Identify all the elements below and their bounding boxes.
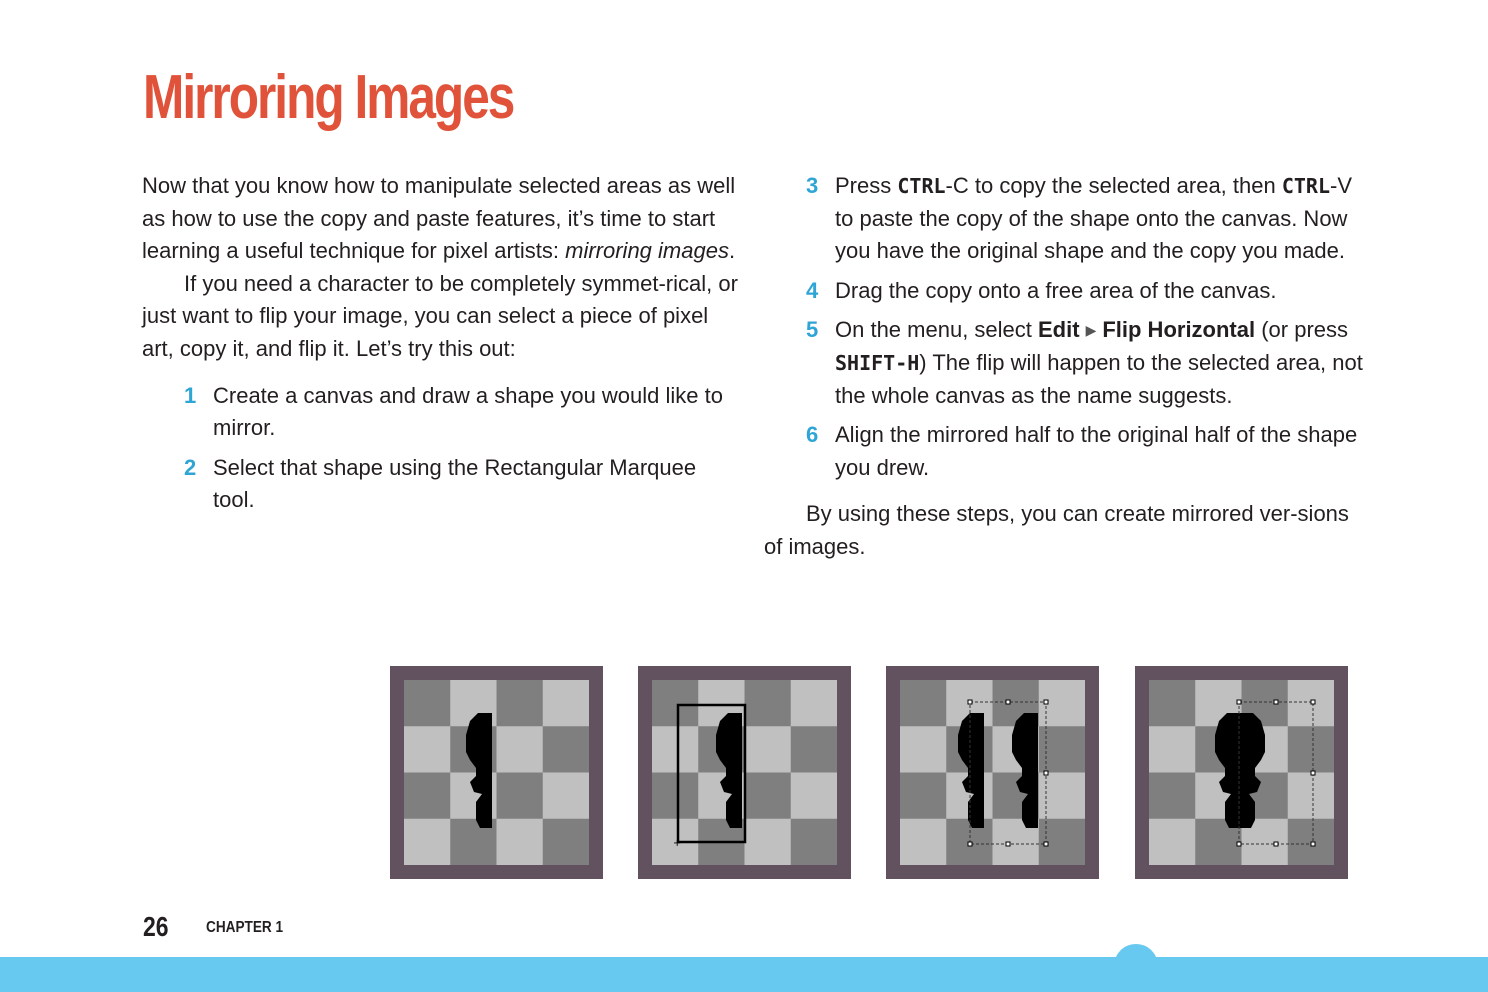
step-item [764, 170, 1364, 268]
step-text: Select that shape using the Rectangular Marquee tool. [213, 454, 697, 513]
steps-list-right [764, 170, 1364, 484]
illustration-step-1 [390, 666, 603, 879]
step-number: 2 [184, 454, 197, 480]
checker-cell [791, 819, 837, 865]
checker-cell [745, 726, 792, 773]
step-number: 1 [184, 382, 197, 408]
checker-cell [745, 773, 792, 820]
checker-cell [745, 819, 792, 865]
checker-cell [543, 726, 589, 773]
illustration-step-3 [886, 666, 1099, 879]
second-paragraph: If you need a character to be completely symmet-rical, or just want to flip your image, you can select a piece of pixel art, copy it, and flip it. Let’s try this out: [142, 270, 738, 361]
triangle-right-icon: ▶ [1085, 322, 1097, 339]
checker-cell [497, 819, 544, 865]
step-text: -C to copy the selected area, then [945, 173, 1282, 198]
checker-cell [791, 680, 837, 727]
checker-cell [900, 773, 947, 820]
checker-cell [900, 819, 947, 865]
checkerboard-background [404, 680, 589, 865]
checker-cell [791, 726, 837, 773]
step-text: Drag the copy onto a free area of the canvas. [835, 277, 1277, 303]
step-number: 4 [806, 277, 819, 303]
checker-cell [652, 680, 699, 727]
checker-cell [1288, 773, 1334, 820]
checker-cell [404, 680, 451, 727]
step-text: Press [835, 173, 898, 198]
page-title: Mirroring Images [143, 63, 514, 132]
canvas-selected-half [652, 680, 837, 865]
left-column [142, 170, 742, 524]
page-number: 26 [143, 911, 169, 942]
step-text: Align the mirrored half to the original half of the shape you drew. [835, 422, 1358, 480]
key-shift-h: SHIFT-H [835, 350, 920, 375]
step-number: 3 [806, 173, 819, 198]
menu-flip-horizontal: Flip Horizontal [1102, 317, 1256, 343]
intro-emphasis: mirroring images [565, 238, 729, 264]
canvas-copy-pasted [900, 680, 1085, 865]
step-text: (or press [1255, 317, 1349, 343]
checker-cell [900, 726, 947, 773]
steps-list-left [142, 380, 742, 517]
checker-cell [1288, 726, 1334, 773]
checker-cell [404, 819, 451, 865]
step-item [142, 452, 742, 517]
checker-cell [900, 680, 947, 727]
chapter-label: CHAPTER 1 [206, 919, 284, 936]
checker-cell [497, 773, 544, 820]
canvas-original-half [404, 680, 589, 865]
step-number: 6 [806, 422, 819, 448]
closing-paragraph: By using these steps, you can create mirrored ver-sions of images. [764, 501, 1349, 559]
checker-cell [543, 773, 589, 820]
checker-cell [497, 726, 544, 773]
checker-cell [1149, 773, 1196, 820]
checker-cell [1149, 819, 1196, 865]
step-item [764, 314, 1364, 412]
right-column [764, 170, 1364, 564]
step-item [764, 275, 1364, 308]
step-text: Create a canvas and draw a shape you would like to mirror. [213, 382, 723, 441]
illustration-step-4 [1135, 666, 1348, 879]
checker-cell [652, 773, 699, 820]
menu-edit: Edit [1038, 317, 1080, 343]
footer-bar [0, 957, 1488, 992]
intro-end: . [728, 238, 736, 264]
checker-cell [1149, 680, 1196, 727]
key-ctrl: CTRL [897, 174, 946, 198]
intro-text: Now that you know how to manipulate selected areas as well as how to use the copy and paste features, it’s time to start learning a useful technique for pixel artists: [142, 173, 736, 264]
step-text: ) The flip will happen to the selected area, not the whole canvas as the name suggests. [835, 349, 1363, 408]
checker-cell [404, 773, 451, 820]
intro-paragraph [142, 170, 742, 268]
checker-cell [1149, 726, 1196, 773]
checker-cell [652, 726, 699, 773]
step-text: -V to paste the copy of the shape onto the canvas. Now you have the original shape and the copy you made. [835, 173, 1353, 264]
checker-cell [497, 680, 544, 727]
checker-cell [745, 680, 792, 727]
key-ctrl: CTRL [1281, 174, 1331, 198]
checker-cell [404, 726, 451, 773]
checker-cell [791, 773, 837, 820]
step-number: 5 [806, 317, 819, 343]
checker-cell [543, 819, 589, 865]
step-text: On the menu, select [835, 317, 1038, 343]
illustration-step-2 [638, 666, 851, 879]
step-item [142, 380, 742, 445]
checker-cell [543, 680, 589, 727]
crosshair-icon: + [673, 838, 682, 849]
canvas-mirrored-result [1149, 680, 1334, 865]
step-item [764, 419, 1364, 484]
checkerboard-background [900, 680, 1085, 865]
